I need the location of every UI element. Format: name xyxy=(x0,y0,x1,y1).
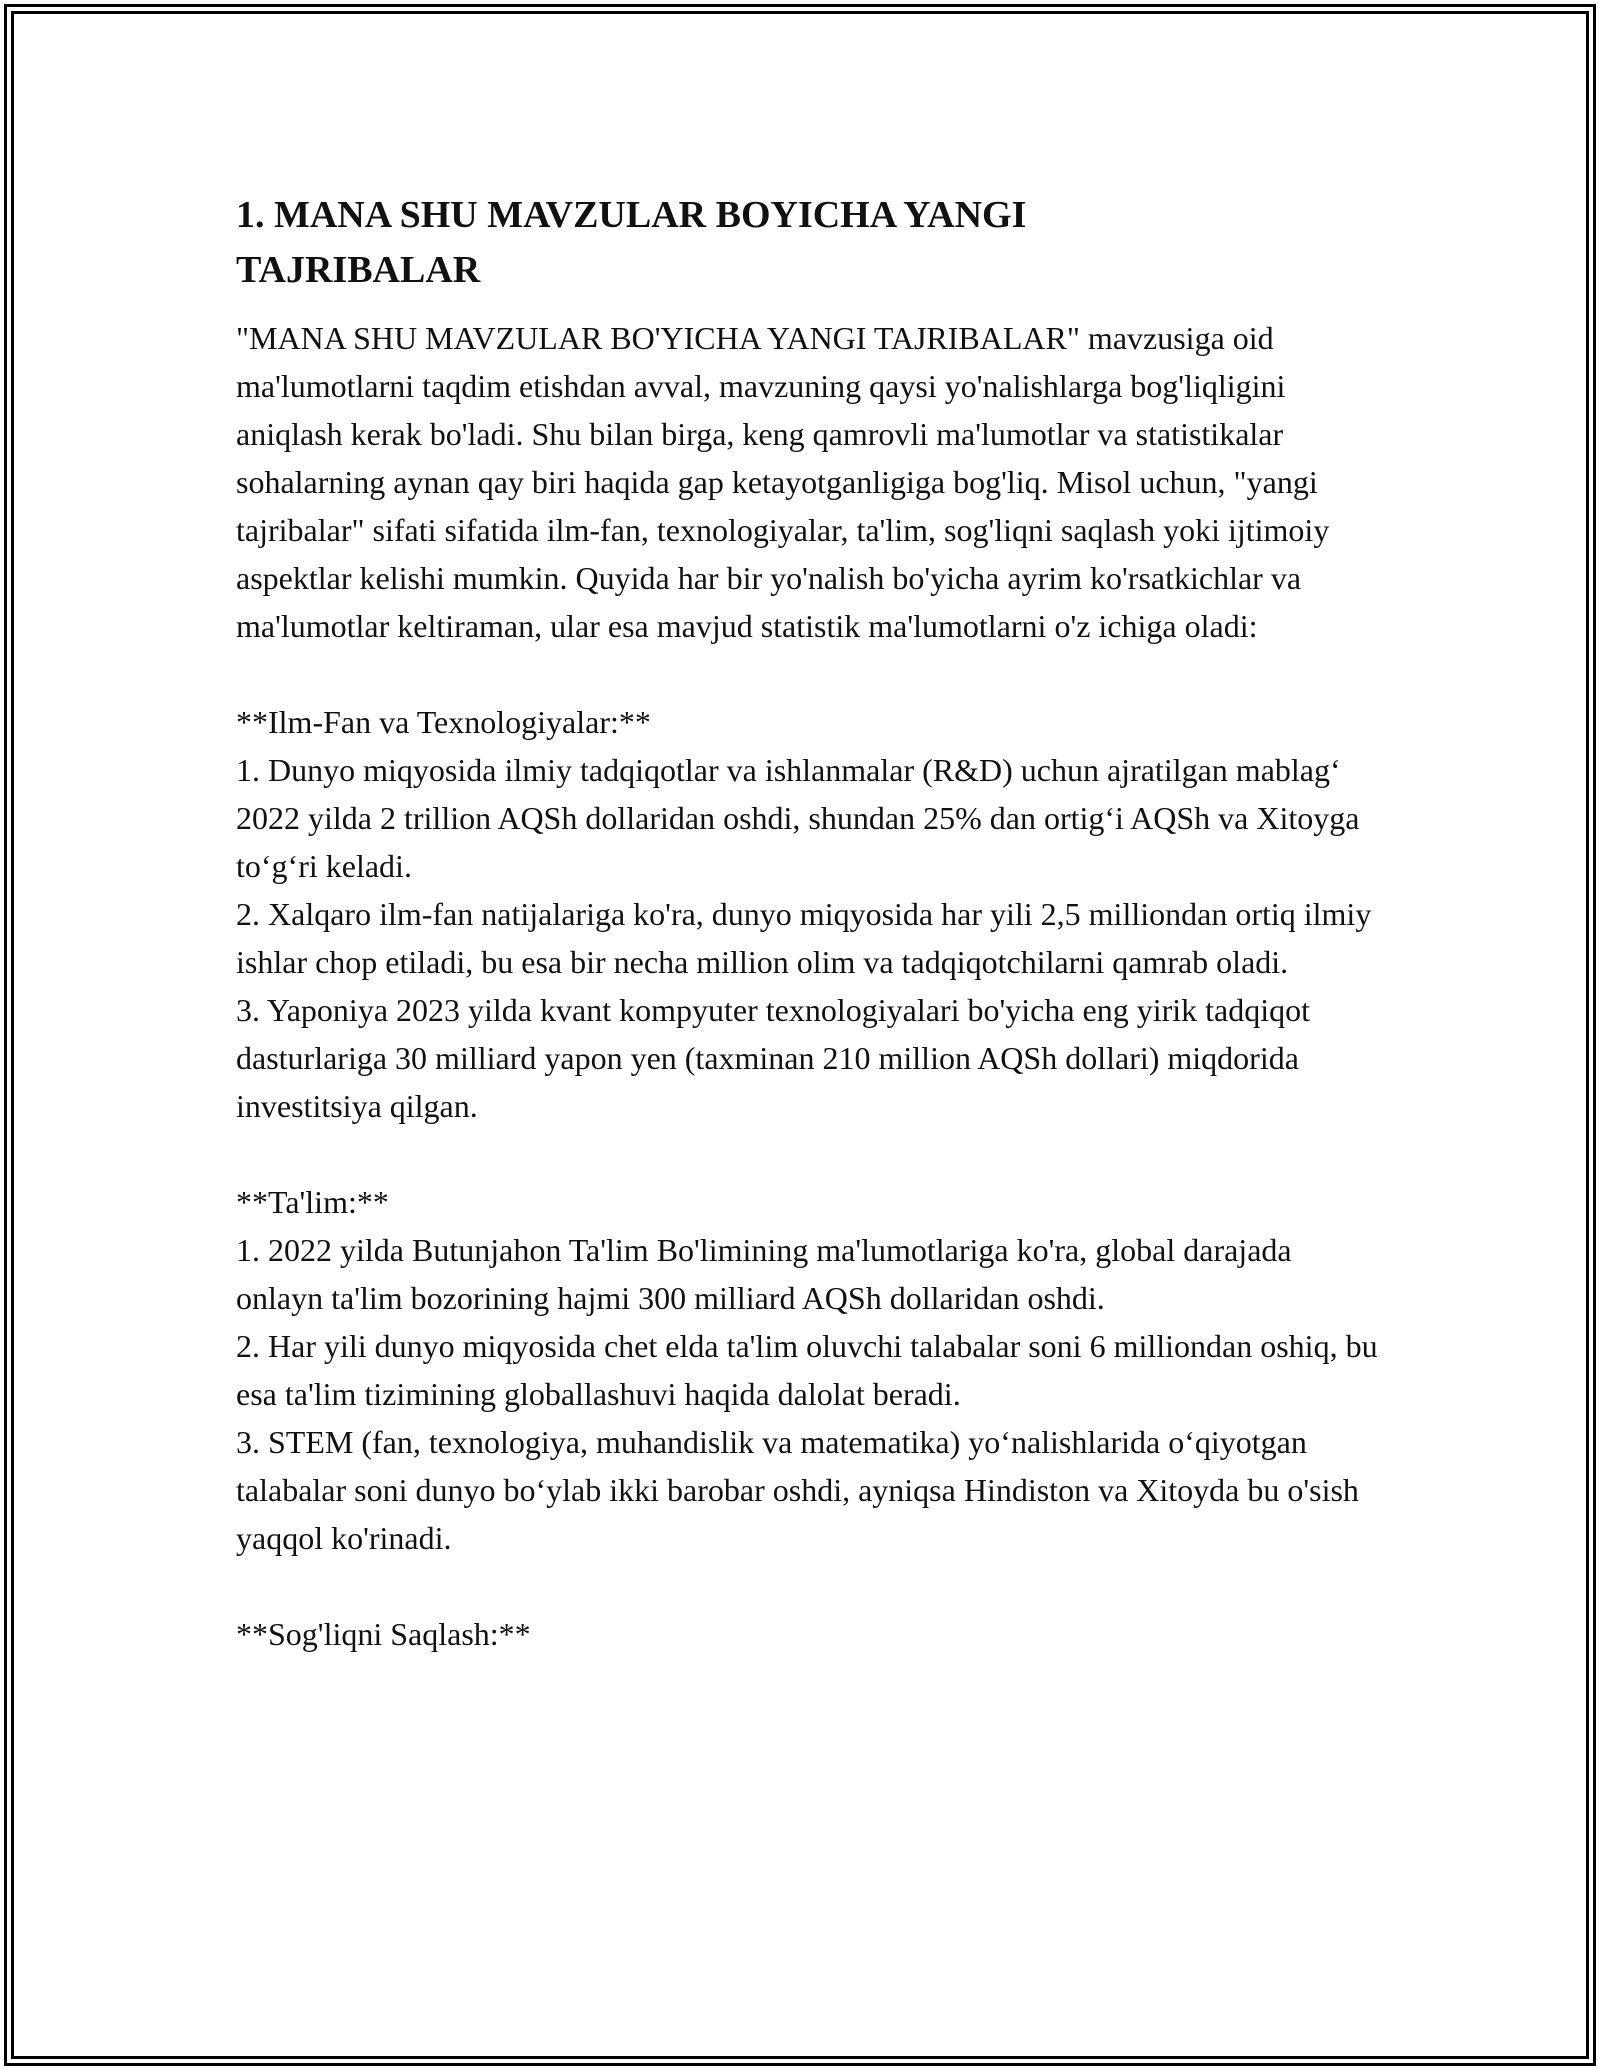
list-item: 1. 2022 yilda Butunjahon Ta'lim Bo'limining ma'lumotlariga ko'ra, global darajada onlayn ta'lim bozorining hajmi 300 milliard AQSh dollaridan oshdi. xyxy=(236,1232,1292,1316)
list-item: 2. Har yili dunyo miqyosida chet elda ta'lim oluvchi talabalar soni 6 milliondan oshiq, bu esa ta'lim tizimining globallashuvi haqida dalolat beradi. xyxy=(236,1328,1378,1412)
list-item: 2. Xalqaro ilm-fan natijalariga ko'ra, dunyo miqyosida har yili 2,5 milliondan ortiq ilmiy ishlar chop etiladi, bu esa bir necha million olim va tadqiqotchilarni qamrab oladi. xyxy=(236,896,1372,980)
list-item: 1. Dunyo miqyosida ilmiy tadqiqotlar va ishlanmalar (R&D) uchun ajratilgan mablag‘ 2022 yilda 2 trillion AQSh dollaridan oshdi, shundan 25% dan ortig‘i AQSh va Xitoyga to‘g‘ri keladi. xyxy=(236,752,1360,884)
document-title: 1. MANA SHU MAVZULAR BOYICHA YANGI TAJRIBALAR xyxy=(236,194,1027,291)
document-content xyxy=(236,188,1386,1658)
section-science-technology xyxy=(236,698,1386,1130)
document-body xyxy=(236,314,1386,1658)
list-item: 3. STEM (fan, texnologiya, muhandislik va matematika) yo‘nalishlarida o‘qiyotgan talabalar soni dunyo bo‘ylab ikki barobar oshdi, ayniqsa Hindiston va Xitoyda bu o'sish yaqqol ko'rinadi. xyxy=(236,1424,1359,1556)
section-education xyxy=(236,1178,1386,1562)
list-item: 3. Yaponiya 2023 yilda kvant kompyuter texnologiyalari bo'yicha eng yirik tadqiqot dasturlariga 30 milliard yapon yen (taxminan 210 million AQSh dollari) miqdorida investitsiya qilgan. xyxy=(236,992,1311,1124)
section-heading: **Ta'lim:** xyxy=(236,1184,389,1220)
section-heading: **Sog'liqni Saqlash:** xyxy=(236,1616,531,1652)
intro-paragraph: "MANA SHU MAVZULAR BO'YICHA YANGI TAJRIBALAR" mavzusiga oid ma'lumotlarni taqdim etishdan avval, mavzuning qaysi yo'nalishlarga bog'liqligini aniqlash kerak bo'ladi. Shu bilan birga, keng qamrovli ma'lumotlar va statistikalar sohalarning aynan qay biri haqida gap ketayotganligiga bog'liq. Misol uchun, "yangi tajribalar" sifati sifatida ilm-fan, texnologiyalar, ta'lim, sog'liqni saqlash yoki ijtimoiy aspektlar kelishi mumkin. Quyida har bir yo'nalish bo'yicha ayrim ko'rsatkichlar va ma'lumotlar keltiraman, ular esa mavjud statistik ma'lumotlarni o'z ichiga oladi: xyxy=(236,320,1330,644)
section-healthcare xyxy=(236,1610,1386,1658)
section-heading: **Ilm-Fan va Texnologiyalar:** xyxy=(236,704,651,740)
